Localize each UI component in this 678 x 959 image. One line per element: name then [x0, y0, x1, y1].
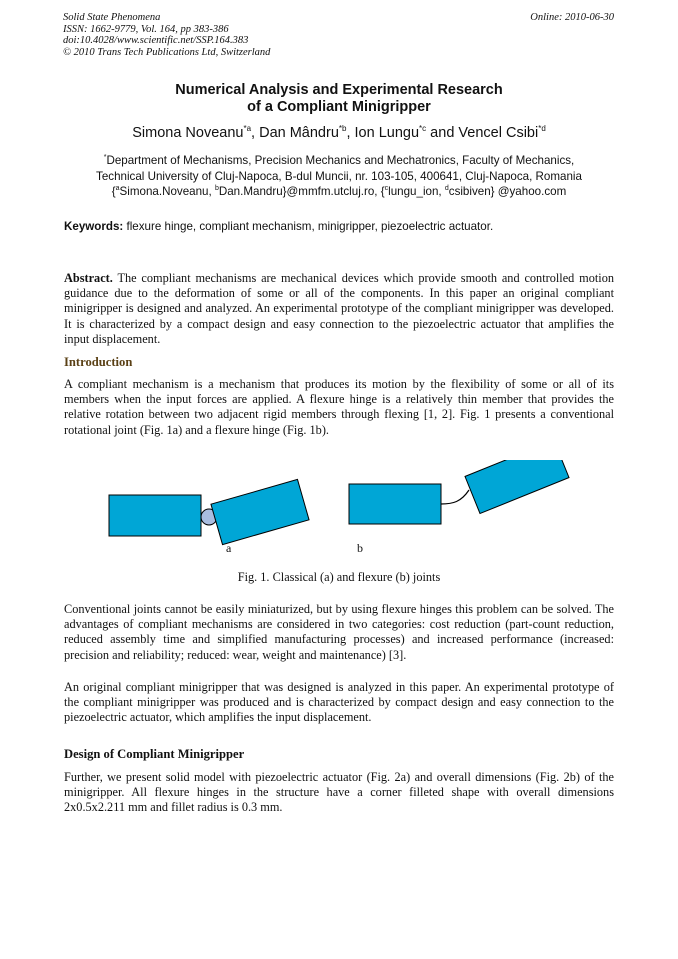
flexure-hinge	[441, 490, 469, 504]
figure-label-b: b	[357, 541, 363, 555]
author-name: Vencel Csibi	[458, 125, 539, 141]
journal-doi: doi:10.4028/www.scientific.net/SSP.164.383	[63, 35, 249, 46]
email-sup: b	[214, 185, 219, 192]
keywords-label: Keywords:	[64, 220, 124, 233]
affiliation-line-1: Department of Mechanisms, Precision Mechanics and Mechatronics, Faculty of Mechanics,	[106, 154, 575, 167]
online-date: Online: 2010-06-30	[530, 12, 614, 23]
email-c: lungu_ion,	[388, 185, 445, 198]
author-sep: ,	[251, 125, 260, 141]
author-name: Simona Noveanu	[132, 125, 244, 141]
title-line-1: Numerical Analysis and Experimental Research	[175, 82, 503, 98]
conventional-paragraph-1: Conventional joints cannot be easily miniaturized, but by using flexure hinges this problem can be solved. The advantages of compliant mechanisms are considered in two categories: cost reduction (part-count reduction, reduced assembly time and simplified manufacturing processes) and increased performance (increased: precision and reliability; reduced: wear, weight and maintenance) [3].	[64, 602, 614, 662]
introduction-heading: Introduction	[64, 355, 133, 369]
introduction-paragraph: A compliant mechanism is a mechanism that produces its motion by the flexibility of some or all of its members when the input forces are applied. A flexure hinge is a relatively thin member that provides the relative rotation between two adjacent rigid members through flexing [1, 2]. Fig. 1 presents a conventional rotational joint (Fig. 1a) and a flexure hinge (Fig. 1b).	[64, 377, 614, 437]
journal-name: Solid State Phenomena	[63, 12, 161, 23]
abstract-text: The compliant mechanisms are mechanical devices which provide smooth and controlled motion guidance due to the deformation of some or all of the components. In this paper an original compliant minigripper is designed and analyzed. An experimental prototype of the compliant minigripper was developed. It is characterized by a compact design and easy connection to the piezoelectric actuator that amplifies the input displacement.	[64, 271, 614, 346]
rigid-link-left-b	[349, 484, 441, 524]
email-d: csibiven} @yahoo.com	[448, 185, 567, 198]
affiliation	[0, 150, 678, 185]
email-b: Dan.Mandru}@mmfm.utcluj.ro, {	[218, 185, 385, 198]
email-brace: {	[111, 185, 116, 198]
figure-1-caption: Fig. 1. Classical (a) and flexure (b) joints	[237, 570, 441, 584]
design-paragraph: Further, we present solid model with piezoelectric actuator (Fig. 2a) and overall dimensions (Fig. 2b) of the minigripper. All flexure hinges in the structure have a corner filleted shape with overall dimensions 2x0.5x2.211 mm and fillet radius is 0.3 mm.	[64, 770, 614, 815]
email-sup: c	[384, 185, 389, 192]
design-heading: Design of Compliant Minigripper	[64, 747, 245, 761]
author-list	[0, 124, 678, 141]
affiliation-line-2: Technical University of Cluj-Napoca, B-dul Muncii, nr. 103-105, 400641, Cluj-Napoca, Romania	[96, 170, 582, 183]
email-sup: a	[115, 185, 120, 192]
journal-copyright: © 2010 Trans Tech Publications Ltd, Switzerland	[63, 46, 271, 58]
email-a: Simona.Noveanu,	[119, 185, 215, 198]
rigid-link-right-b	[465, 460, 569, 514]
title-line-2: of a Compliant Minigripper	[247, 99, 431, 115]
author-name: Dan Mândru	[259, 125, 339, 141]
figure-1-joints	[95, 460, 585, 560]
author-sep: ,	[346, 125, 355, 141]
author-name: Ion Lungu	[354, 125, 420, 141]
abstract-label: Abstract.	[64, 271, 113, 285]
author-sup: *c	[419, 124, 427, 133]
rigid-link-left-a	[109, 495, 201, 536]
paper-title	[0, 82, 678, 116]
author-sup: *a	[243, 124, 252, 133]
author-emails	[0, 185, 678, 198]
journal-issn: ISSN: 1662-9779, Vol. 164, pp 383-386	[63, 23, 229, 35]
figure-label-a: a	[226, 541, 232, 555]
abstract	[64, 271, 614, 347]
rigid-link-right-a	[211, 479, 309, 544]
email-sup: d	[444, 185, 449, 192]
author-sep: and	[426, 125, 459, 141]
keywords	[64, 220, 616, 233]
conventional-paragraph-2: An original compliant minigripper that was designed is analyzed in this paper. An experimental prototype of the compliant minigripper was produced and is characterized by compact design and easy connection to the piezoelectric actuator, which amplifies the input displacement.	[64, 680, 614, 725]
author-sup: *d	[538, 124, 546, 133]
affiliation-sup: *	[103, 154, 107, 161]
journal-info	[63, 12, 270, 58]
keywords-text: flexure hinge, compliant mechanism, minigripper, piezoelectric actuator.	[123, 220, 494, 233]
author-sup: *b	[338, 124, 347, 133]
